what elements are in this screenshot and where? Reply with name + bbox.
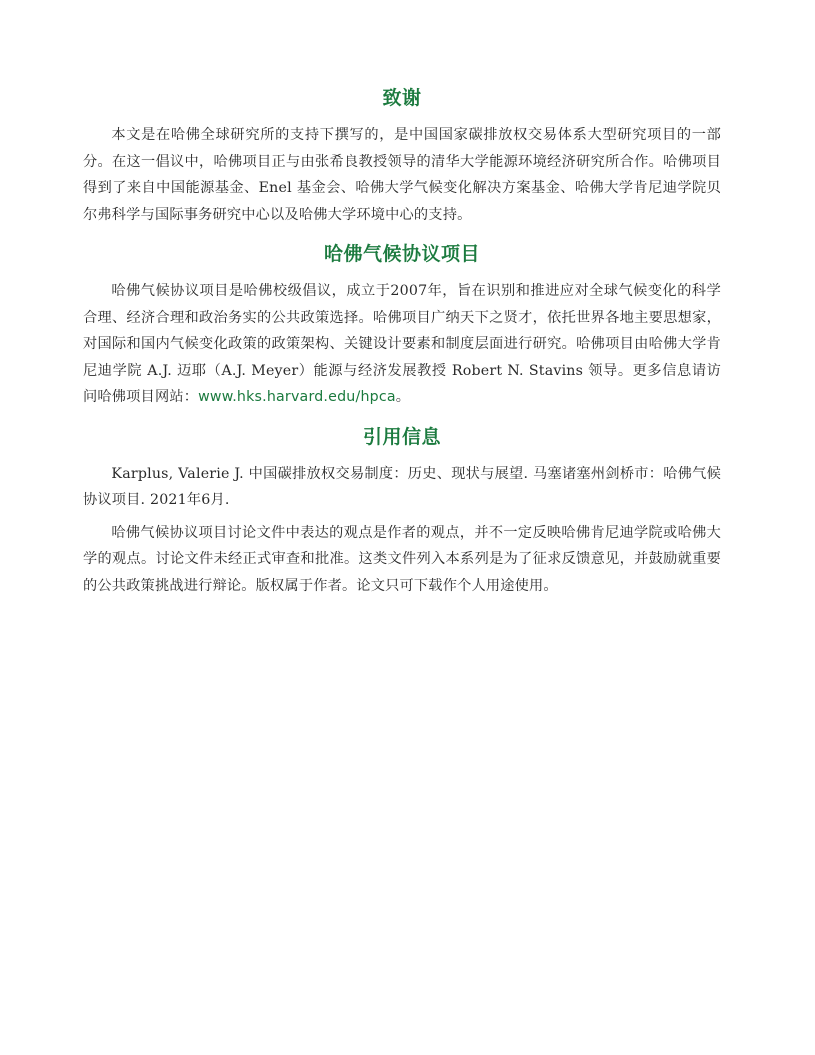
citation-title: 引用信息 <box>362 425 441 448</box>
document-page <box>83 84 721 599</box>
hpca-title: 哈佛气候协议项目 <box>323 243 480 265</box>
hpca-link-suffix: 。 <box>395 389 411 405</box>
acknowledgements-paragraph: 本文是在哈佛全球研究所的支持下撰写的，是中国国家碳排放权交易体系大型研究项目的一部分。在这一倡议中，哈佛项目正与由张希良教授领导的清华大学能源环境经济研究所合作。哈佛项目得到了来自中国能源基金、Enel 基金会、哈佛大学气候变化解决方案基金、哈佛大学肯尼迪学院贝尔弗科学与国际事务研究中心以及哈佛大学环境中心的支持。 <box>83 127 721 223</box>
acknowledgements-title: 致谢 <box>382 87 422 109</box>
hpca-paragraph-text: 哈佛气候协议项目是哈佛校级倡议，成立于2007年，旨在识别和推进应对全球气候变化的科学合理、经济合理和政治务实的公共政策选择。哈佛项目广纳天下之贤才，依托世界各地主要思想家，对国际和国内气候变化政策的政策架构、关键设计要素和制度层面进行研究。哈佛项目由哈佛大学肯尼迪学院 A.J. 迈耶（A.J. Meyer）能源与经济发展教授 Robert N. Stavins 领导。更多信息请访问哈佛项目网站： <box>83 283 721 405</box>
citation-reference: Karplus, Valerie J. 中国碳排放权交易制度：历史、现状与展望. 马塞诸塞州剑桥市：哈佛气候协议项目. 2021年6月. <box>83 465 721 508</box>
hpca-paragraph <box>83 278 721 411</box>
citation-disclaimer: 哈佛气候协议项目讨论文件中表达的观点是作者的观点，并不一定反映哈佛肯尼迪学院或哈佛大学的观点。讨论文件未经正式审查和批准。这类文件列入本系列是为了征求反馈意见，并鼓励就重要的公共政策挑战进行辩论。版权属于作者。论文只可下载作个人用途使用。 <box>83 524 721 594</box>
hpca-website-link[interactable]: www.hks.harvard.edu/hpca <box>198 389 396 405</box>
